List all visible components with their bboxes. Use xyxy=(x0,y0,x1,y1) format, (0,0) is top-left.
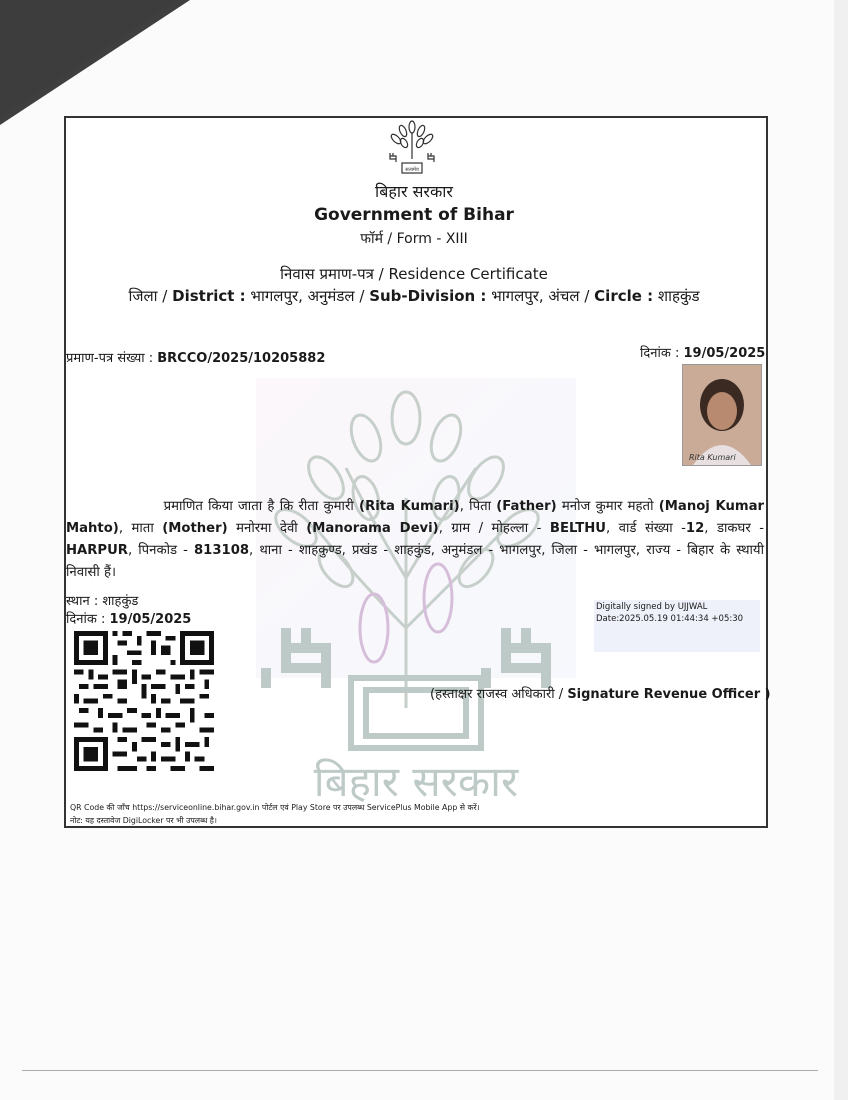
circle-value: शाहकुंड xyxy=(653,287,700,305)
signature-label-hindi: (हस्ताक्षर राजस्व अधिकारी / xyxy=(430,687,568,702)
father-label: (Father) xyxy=(496,499,557,514)
form-number xyxy=(64,229,764,248)
ward-number: 12 xyxy=(685,521,705,536)
signature-label-english: Signature Revenue Officer ) xyxy=(567,687,771,702)
bihar-emblem-watermark xyxy=(256,378,576,808)
body-text-10: , थाना - शाहकुण्ड, प्रखंड - शाहकुंड, अनुमंडल - भागलपुर, जिला - भागलपुर, राज्य - बिहार के स्थायी निवासी हैं। xyxy=(66,543,764,580)
signature-label xyxy=(430,684,771,702)
certificate-title: निवास प्रमाण-पत्र / Residence Certificate xyxy=(280,265,548,283)
cert-number-label: प्रमाण-पत्र संख्या : xyxy=(66,351,158,366)
body-text-4: , माता xyxy=(118,521,163,536)
subdivision-value: भागलपुर, अंचल / xyxy=(486,287,595,305)
body-text-2: , पिता xyxy=(459,499,497,514)
emblem-text: सत्यमेव xyxy=(405,167,419,173)
body-text-9: , पिनकोड - xyxy=(127,543,194,558)
village-name: BELTHU xyxy=(549,521,606,536)
body-text-5: मनोरमा देवी xyxy=(227,521,307,536)
person-photo-icon xyxy=(683,365,761,465)
page-edge xyxy=(834,0,848,1100)
pincode: 813108 xyxy=(193,543,250,558)
sign-date-label: दिनांक : xyxy=(66,612,110,627)
father-name: (Manoj Kumar Mahto) xyxy=(66,499,764,536)
district-value: भागलपुर, अनुमंडल / xyxy=(245,287,370,305)
mother-label: (Mother) xyxy=(162,521,228,536)
qr-code-icon[interactable] xyxy=(74,630,214,772)
digilocker-note: नोट: यह दस्तावेज DigiLocker पर भी उपलब्ध है। xyxy=(70,816,217,825)
govt-english-title: Government of Bihar xyxy=(314,205,514,225)
watermark-text: बिहार सरकार xyxy=(313,757,519,806)
post-office: HARPUR xyxy=(66,543,128,558)
circle-label: Circle : xyxy=(594,287,654,305)
body-text-3: मनोज कुमार महतो xyxy=(556,499,659,514)
body-text-8: , डाकघर - xyxy=(704,521,764,536)
place: स्थान : शाहकुंड xyxy=(66,594,139,609)
page-fold-shadow xyxy=(0,0,190,125)
scan-line xyxy=(22,1070,818,1071)
issue-date xyxy=(640,343,765,361)
applicant-name: (Rita Kumari) xyxy=(359,499,460,514)
issue-date-value: 19/05/2025 xyxy=(683,346,766,361)
digital-sign-line1: Digitally signed by UJJWAL xyxy=(596,602,708,612)
jurisdiction-line xyxy=(64,286,764,306)
photo-signature: Rita Kumari xyxy=(689,453,736,462)
district-prefix: जिला / xyxy=(128,287,173,305)
body-text-6: , ग्राम / मोहल्ला - xyxy=(438,521,550,536)
body-text-1: प्रमाणित किया जाता है कि रीता कुमारी xyxy=(163,499,360,514)
digital-sign-line2: Date:2025.05.19 01:44:34 +05:30 xyxy=(596,614,744,624)
form-text: फॉर्म / Form - XIII xyxy=(360,231,468,247)
certificate-number xyxy=(66,348,325,366)
certificate-body xyxy=(66,496,764,584)
bihar-emblem-logo xyxy=(384,119,440,177)
district-label: District : xyxy=(172,287,246,305)
body-text-7: , वार्ड संख्या - xyxy=(605,521,686,536)
sign-date xyxy=(66,609,191,627)
issue-date-label: दिनांक : xyxy=(640,346,684,361)
govt-hindi-title: बिहार सरकार xyxy=(375,182,453,201)
cert-number-value: BRCCO/2025/10205882 xyxy=(157,351,326,366)
applicant-photo xyxy=(682,364,762,466)
subdivision-label: Sub-Division : xyxy=(369,287,487,305)
mother-name: (Manorama Devi) xyxy=(306,521,439,536)
qr-verification-note: QR Code की जाँच https://serviceonline.bihar.gov.in पोर्टल एवं Play Store पर उपलब्ध ServicePlus Mobile App से करें। xyxy=(70,803,480,812)
sign-date-value: 19/05/2025 xyxy=(109,612,192,627)
